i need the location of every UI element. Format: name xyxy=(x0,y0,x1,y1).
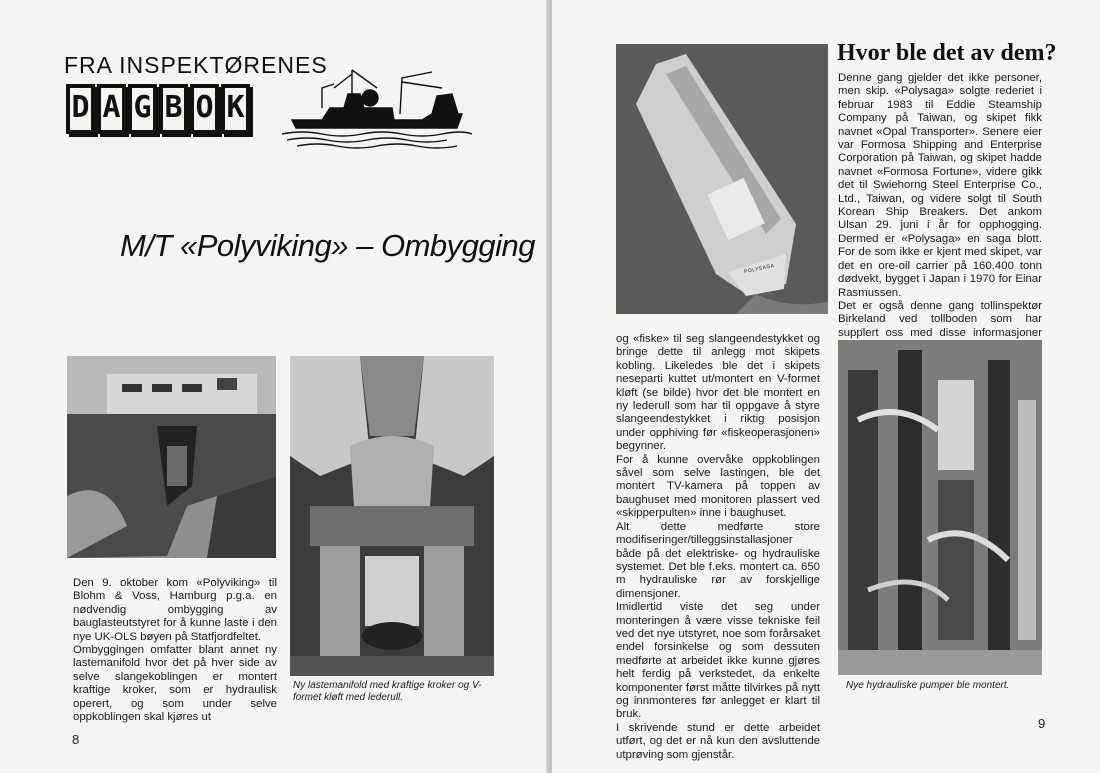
paragraph: Denne gang gjelder det ikke personer, men skip. «Polysaga» solgte rederiet i februar 1983 til Eddie Steamship Company på Taiwan, og skipet fikk navnet «Opal Transporter». Senere eier var Formosa Shipping and Enterprise Corporation på Taiwan, og skipet hadde navnet «Formosa Fortune», videre gikk det til Swiehorng Steel Enterprise Co., Ltd., Taiwan, og videre solgt til South Korean Ship Breakers. Det ankom Ulsan 29. juni i år for opphogging. Dermed er «Polysaga» en saga blott. For de som ikke er kjent med skipet, var det en ore-oil carrier på 160.400 tonn dødvekt, bygget i Japan i 1970 for Einar Rasmussen. xyxy=(838,72,1042,299)
logo-letter: O xyxy=(190,84,219,134)
paragraph: For å kunne overvåke oppkoblingen såvel som selve lastingen, ble det montert TV-kamera på toppen av baughuset med monitoren plassert ved «skipperpulten» inne i baughuset. xyxy=(616,453,820,520)
page-number: 8 xyxy=(72,732,80,747)
photo-caption: Nye hydrauliske pumper ble montert. xyxy=(846,680,1010,691)
paragraph: Ombyggingen omfatter blant annet ny lastemanifold hvor det på hver side av selve slangekoblingen er montert kraftige kroker, som er hydraulisk operert, og som under selve oppkoblingen skal kjøres ut xyxy=(73,644,277,724)
article-body xyxy=(73,577,277,724)
sidebar-body xyxy=(838,72,1042,354)
page-number: 9 xyxy=(1038,716,1046,731)
paragraph: Det er også denne gang tollinspektør Birkeland ved tollboden som har supplert oss med disse informasjoner xyxy=(838,299,1042,339)
paragraph: Alt dette medførte store modifiseringer/tilleggsinstallasjoner både på det elektriske- og hydrauliske systemet. Det ble f.eks. montert ca. 650 m hydrauliske rør av forskjellige dimensjoner. xyxy=(616,520,820,600)
left-page xyxy=(0,0,548,773)
photo-caption: Ny lastemanifold med kraftige kroker og V-formet kløft med lederull. xyxy=(293,680,482,703)
article-continuation xyxy=(616,333,820,762)
logo-letter: K xyxy=(221,84,250,134)
tanker-aerial-photo xyxy=(616,44,828,314)
right-page xyxy=(552,0,1100,773)
paragraph: Imidlertid viste det seg under monteringen å være visse tekniske feil ved det nye utstyret, noe som forårsaket endel forsinkelse og som dessuten medførte at arbeidet ikke kunne gjøres helt ferdig på verkstedet, da enkelte komponenter først måtte tilvirkes på nytt og innmonteres før anlegget er klart til bruk. xyxy=(616,601,820,721)
article-title: M/T «Polyviking» – Ombygging xyxy=(120,228,536,263)
harbour-illustration xyxy=(282,58,472,150)
logo-letter: B xyxy=(159,84,188,134)
sidebar-title: Hvor ble det av dem? xyxy=(837,40,1057,66)
ship-bow-photo xyxy=(67,356,276,558)
header-kicker: FRA INSPEKTØRENES xyxy=(64,52,328,78)
manifold-hooks-photo xyxy=(290,356,494,676)
paragraph: og «fiske» til seg slangeendestykket og bringe dette til anlegg mot skipets kobling. Likeledes ble det i skipets neseparti kuttet ut/montert en V-formet kløft (se bilde) hvor det ble montert en ny lederull som har til oppgave å styre slangeendestykket i riktig posisjon under opphiving før «fiskeoperasjonen» begynner. xyxy=(616,333,820,453)
dagbok-logo xyxy=(66,84,250,136)
paragraph: Den 9. oktober kom «Polyviking» til Blohm & Voss, Hamburg p.g.a. en nødvendig ombygging av bauglasteutstyret for å kunne laste i den nye UK-OLS bøyen på Statfjordfeltet. xyxy=(73,577,277,643)
hull-name: POLYSAGA xyxy=(743,262,776,276)
logo-letter: G xyxy=(128,84,157,134)
hydraulic-pumps-photo xyxy=(838,340,1042,675)
paragraph: I skrivende stund er dette arbeidet utført, og det er nå kun den avsluttende utprøving som gjenstår. xyxy=(616,721,820,761)
logo-letter: D xyxy=(66,84,95,134)
logo-letter: A xyxy=(97,84,126,134)
